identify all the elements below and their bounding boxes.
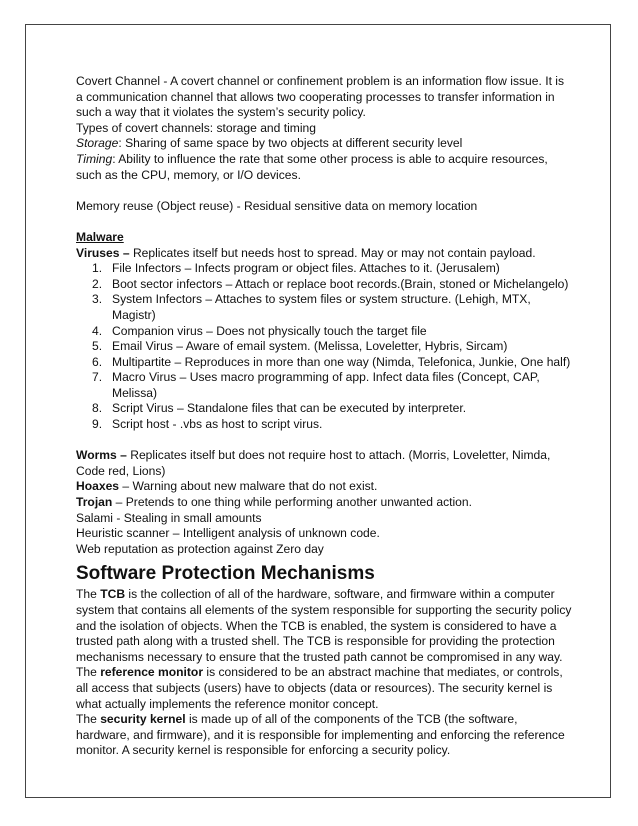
- covert-channel-paragraph: Covert Channel - A covert channel or confinement problem is an information flow issue. It is a communication channel that allows two cooperating processes to transfer information in such a way that it violates the system’s security policy.: [76, 74, 565, 120]
- list-item: 6. Multipartite – Reproduces in more than one way (Nimda, Telefonica, Junkie, One half): [92, 354, 571, 369]
- storage-line: [76, 136, 572, 152]
- list-item: 2. Boot sector infectors – Attach or replace boot records.(Brain, stoned or Michelangelo): [92, 276, 569, 291]
- storage-label: Storage: [76, 136, 119, 151]
- list-item: 7. Macro Virus – Uses macro programming of app. Infect data files (Concept, CAP, Melissa): [92, 370, 540, 400]
- web-reputation-line: Web reputation as protection against Zero day: [76, 541, 324, 556]
- security-kernel-paragraph: The security kernel is made up of all of the components of the TCB (the software, hardware, and firmware), and it is responsible for implementing and enforcing the reference monitor. A security kernel is responsible for enforcing a security policy.: [76, 712, 565, 758]
- section-heading: Software Protection Mechanisms: [76, 563, 375, 585]
- hoaxes-text: – Warning about new malware that do not exist.: [119, 479, 378, 494]
- tcb-label: TCB: [100, 587, 126, 602]
- list-item: 3. System Infectors – Attaches to system files or system structure. (Lehigh, MTX, Magistr): [92, 292, 531, 322]
- timing-text: : Ability to influence the rate that some other process is able to acquire resources, such as the CPU, memory, or I/O devices.: [76, 151, 548, 182]
- timing-line: [76, 152, 572, 183]
- list-item: 5. Email Virus – Aware of email system. (Melissa, Loveletter, Hybris, Sircam): [92, 339, 508, 354]
- tcb-paragraph: The TCB is the collection of all of the hardware, software, and firmware within a computer system that contains all elements of the system responsible for supporting the security policy and the isolation of objects. When the TCB is enabled, the system is considered to have a trusted path along with a trusted shell. The TCB is responsible for providing the protection mechanisms necessary to ensure that the trusted path cannot be compromised in any way.: [76, 587, 572, 664]
- trojan-label: Trojan: [76, 495, 113, 510]
- reference-monitor-paragraph: The reference monitor is considered to be an abstract machine that mediates, or controls, all access that subjects (users) have to objects (data or resources). The security kernel is what actually implements the reference monitor concept.: [76, 665, 563, 711]
- worms-text: Replicates itself but does not require host to attach. (Morris, Loveletter, Nimda, Code red, Lions): [76, 448, 551, 478]
- worms-label: Worms –: [76, 448, 127, 463]
- salami-line: Salami - Stealing in small amounts: [76, 510, 262, 525]
- document-body: [76, 74, 572, 759]
- list-item: 4. Companion virus – Does not physically touch the target file: [92, 323, 427, 338]
- covert-types: Types of covert channels: storage and timing: [76, 120, 316, 135]
- list-item: 8. Script Virus – Standalone files that can be executed by interpreter.: [92, 401, 467, 416]
- viruses-line: [76, 246, 572, 262]
- virus-list: [76, 261, 572, 433]
- viruses-label: Viruses –: [76, 245, 130, 260]
- memory-reuse-line: Memory reuse (Object reuse) - Residual sensitive data on memory location: [76, 198, 478, 213]
- security-kernel-label: security kernel: [100, 712, 186, 727]
- storage-text: : Sharing of same space by two objects at different security level: [118, 136, 463, 151]
- trojan-text: – Pretends to one thing while performing another unwanted action.: [112, 495, 472, 510]
- malware-heading: Malware: [76, 229, 124, 244]
- timing-label: Timing: [76, 151, 113, 166]
- viruses-text: Replicates itself but needs host to spread. May or may not contain payload.: [129, 245, 536, 260]
- trojan-line: [76, 495, 572, 511]
- reference-monitor-label: reference monitor: [100, 665, 204, 680]
- hoaxes-label: Hoaxes: [76, 479, 120, 494]
- list-item: 9. Script host - .vbs as host to script virus.: [92, 417, 323, 432]
- hoaxes-line: [76, 479, 572, 495]
- list-item: 1. File Infectors – Infects program or object files. Attaches to it. (Jerusalem): [92, 261, 500, 276]
- heuristic-line: Heuristic scanner – Intelligent analysis of unknown code.: [76, 526, 380, 541]
- worms-line: [76, 448, 572, 479]
